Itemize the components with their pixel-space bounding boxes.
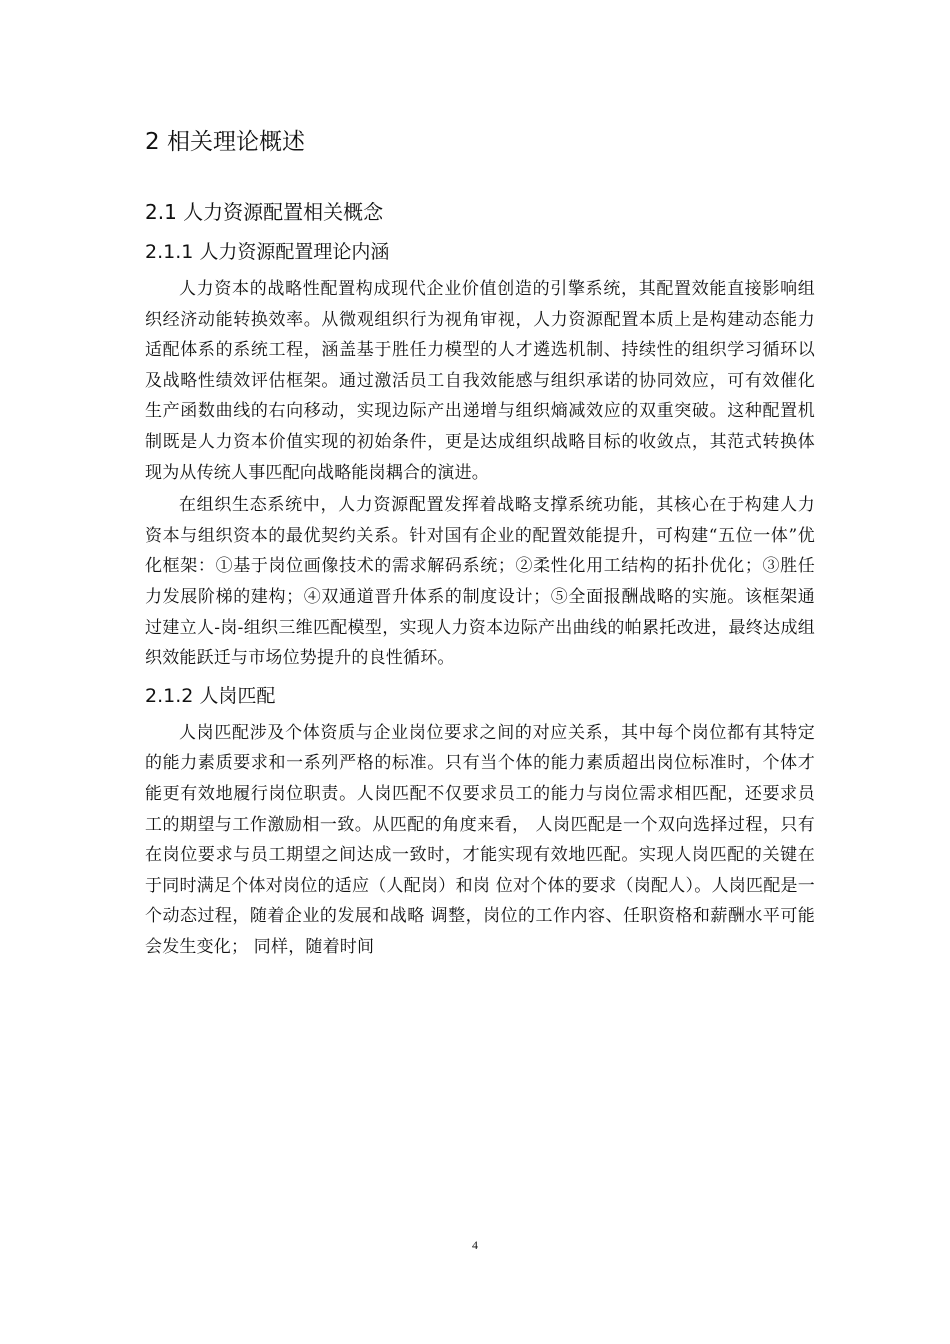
document-content	[145, 122, 815, 962]
page-number: 4	[472, 1238, 478, 1252]
subsection-heading-2-1-1: 2.1.1 人力资源配置理论内涵	[145, 241, 390, 263]
body-paragraph: 人岗匹配涉及个体资质与企业岗位要求之间的对应关系，其中每个岗位都有其特定的能力素质要求和一系列严格的标准。只有当个体的能力素质超出岗位标准时，个体才能更有效地履行岗位职责。人岗匹配不仅要求员工的能力与岗位需求相匹配，还要求员工的期望与工作激励相一致。从匹配的角度来看， 人岗匹配是一个双向选择过程，只有在岗位要求与员工期望之间达成一致时，才能实现有效地匹配。实现人岗匹配的关键在于同时满足个体对岗位的适应（人配岗）和岗 位对个体的要求（岗配人）。人岗匹配是一个动态过程，随着企业的发展和战略 调整，岗位的工作内容、任职资格和薪酬水平可能会发生变化； 同样，随着时间	[145, 722, 815, 957]
subsection-heading-2-1-2: 2.1.2 人岗匹配	[145, 684, 276, 707]
section-heading: 2.1 人力资源配置相关概念	[145, 200, 384, 224]
body-paragraph: 在组织生态系统中，人力资源配置发挥着战略支撑系统功能，其核心在于构建人力资本与组织资本的最优契约关系。针对国有企业的配置效能提升，可构建“五位一体”优化框架：①基于岗位画像技术的需求解码系统；②柔性化用工结构的拓扑优化；③胜任力发展阶梯的建构；④双通道晋升体系的制度设计；⑤全面报酬战略的实施。该框架通过建立人-岗-组织三维匹配模型，实现人力资本边际产出曲线的帕累托改进，最终达成组织效能跃迁与市场位势提升的良性循环。	[145, 495, 815, 669]
body-paragraph: 人力资本的战略性配置构成现代企业价值创造的引擎系统，其配置效能直接影响组织经济动能转换效率。从微观组织行为视角审视，人力资源配置本质上是构建动态能力适配体系的系统工程，涵盖基于胜任力模型的人才遴选机制、持续性的组织学习循环以及战略性绩效评估框架。通过激活员工自我效能感与组织承诺的协同效应，可有效催化生产函数曲线的右向移动，实现边际产出递增与组织熵减效应的双重突破。这种配置机制既是人力资本价值实现的初始条件，更是达成组织战略目标的收敛点，其范式转换体现为从传统人事匹配向战略能岗耦合的演进。	[145, 279, 815, 483]
chapter-heading: 2 相关理论概述	[145, 129, 305, 155]
